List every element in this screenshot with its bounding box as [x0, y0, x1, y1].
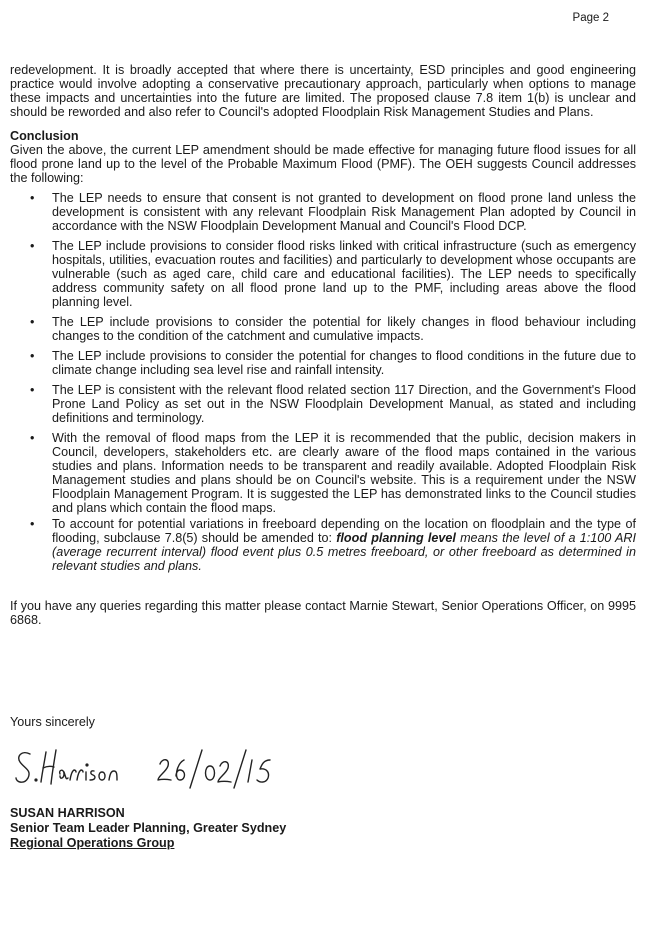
recommendation-list: [10, 191, 636, 573]
list-item: [10, 517, 636, 573]
freeboard-lead: To account for potential variations in freeboard depending on the location on floodplain and the type of flooding, subclause 7.8(5) should be amended to:: [52, 517, 636, 545]
signature-block: [10, 806, 286, 851]
signatory-name: SUSAN HARRISON: [10, 806, 125, 820]
list-item: • The LEP include provisions to consider the potential for changes to flood conditions in the future due to climate change including sea level rise and rainfall intensity.: [10, 349, 636, 377]
signatory-title: Senior Team Leader Planning, Greater Sydney: [10, 821, 287, 835]
list-item: • The LEP include provisions to consider the potential for likely changes in flood behaviour including changes to the condition of the catchment and cumulative impacts.: [10, 315, 636, 343]
list-item: • The LEP include provisions to consider flood risks linked with critical infrastructure (such as emergency hospitals, utilities, evacuation routes and facilities) and particularly to development whose occupants are vulnerable (such as aged care, child care and educational facilities). The LEP needs to specifically address community safety on all flood prone land up to the PMF, including areas above the flood planning level.: [10, 239, 636, 309]
term-definition: means the level of a 1:100 ARI (average recurrent interval) flood event plus 0.5 metres freeboard, or other freeboard as determined in relevant studies and plans.: [52, 531, 636, 573]
letter-body: [10, 63, 636, 627]
intro-paragraph: redevelopment. It is broadly accepted that where there is uncertainty, ESD principles and good engineering practice would involve adopting a conservative precautionary approach, particularly when options to manage these impacts and uncertainties into the future are limited. The proposed clause 7.8 item 1(b) is unclear and should be reworded and also refer to Council's adopted Floodplain Risk Management Studies and Plans.: [10, 63, 636, 119]
closing-salutation: Yours sincerely: [10, 715, 95, 729]
defined-term: flood planning level: [336, 531, 456, 545]
list-item: • With the removal of flood maps from the LEP it is recommended that the public, decision makers in Council, developers, stakeholders etc. are clearly aware of the flood maps contained in the various studies and plans. Information needs to be transparent and readily available. Adopted Floodplain Risk Management studies and plans should be on Council's website. This is a requirement under the NSW Floodplain Management Program. It is suggested the LEP has demonstrated links to the Council studies and plans which contain the flood maps.: [10, 431, 636, 515]
list-item: • The LEP is consistent with the relevant flood related section 117 Direction, and the Government's Flood Prone Land Policy as set out in the NSW Floodplain Development Manual, as stated and including definitions and terminology.: [10, 383, 636, 425]
conclusion-heading: Conclusion: [10, 129, 79, 143]
handwritten-signature: [14, 742, 274, 792]
conclusion-lead: Given the above, the current LEP amendment should be made effective for managing future flood issues for all flood prone land up to the level of the Probable Maximum Flood (PMF). The OEH suggests Council addresses the following:: [10, 143, 636, 185]
contact-paragraph: If you have any queries regarding this matter please contact Marnie Stewart, Senior Operations Officer, on 9995 6868.: [10, 599, 636, 627]
page-number: Page 2: [572, 12, 609, 24]
list-item: • The LEP needs to ensure that consent is not granted to development on flood prone land unless the development is consistent with any relevant Floodplain Risk Management Plan adopted by Council in accordance with the NSW Floodplain Development Manual and Council's Flood DCP.: [10, 191, 636, 233]
signatory-group: Regional Operations Group: [10, 836, 175, 850]
